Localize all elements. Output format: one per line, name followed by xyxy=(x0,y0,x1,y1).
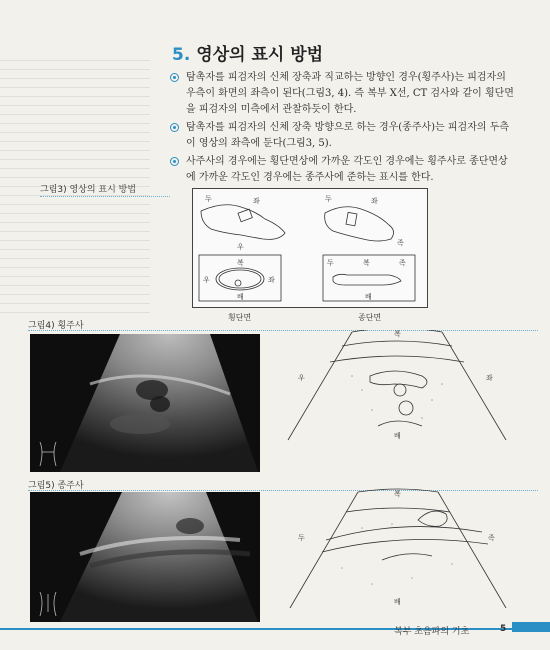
transverse-plane-label: 횡단면 xyxy=(228,313,252,322)
bullet-icon xyxy=(170,157,179,166)
fig3-right-head: 두 xyxy=(325,195,332,203)
fig3-left-left: 좌 xyxy=(253,197,260,205)
fig5-foot: 족 xyxy=(488,534,495,542)
sagittal-top: 복 xyxy=(363,259,370,267)
sagittal-plane-label: 종단면 xyxy=(358,313,382,322)
transverse-top: 복 xyxy=(237,259,244,267)
figure3-diagram xyxy=(192,188,428,308)
transverse-bottom: 배 xyxy=(237,293,244,301)
sagittal-ultrasound-image xyxy=(30,492,260,622)
fig3-right-left: 좌 xyxy=(371,197,378,205)
fig5-bottom: 배 xyxy=(394,598,401,606)
fig4-top: 복 xyxy=(394,330,401,338)
fig4-right: 우 xyxy=(298,374,305,382)
figure4-caption: 그림4) 횡주사 xyxy=(28,321,84,331)
bullet-icon xyxy=(170,123,179,132)
section-title-text: 영상의 표시 방법 xyxy=(196,45,324,65)
fig5-top: 복 xyxy=(394,490,401,498)
page-number: 5 xyxy=(500,624,507,634)
section-title xyxy=(172,40,323,65)
caption-rule xyxy=(40,196,170,197)
figure5-schematic xyxy=(282,488,512,618)
transverse-ultrasound-image xyxy=(30,334,260,472)
fig3-left-head: 두 xyxy=(205,195,212,203)
fig4-left: 좌 xyxy=(486,374,493,382)
figure3-caption: 그림3) 영상의 표시 방법 xyxy=(40,185,137,195)
bullet-list xyxy=(170,70,515,188)
transverse-left: 좌 xyxy=(268,276,275,284)
bullet-item: 사주사의 경우에는 횡단면상에 가까운 각도인 경우에는 횡주사로 종단면상에 가까운 각도인 경우에는 종주사에 준하는 표시를 한다. xyxy=(170,154,515,186)
bullet-item: 탐촉자를 피검자의 신체 장축 방향으로 하는 경우(종주사)는 피검자의 두측이 영상의 좌측에 둔다(그림3, 5). xyxy=(170,120,515,152)
fig4-bottom: 배 xyxy=(394,432,401,440)
figure4-schematic xyxy=(282,330,512,460)
bullet-icon xyxy=(170,73,179,82)
sagittal-head: 두 xyxy=(327,259,334,267)
footer-accent-block xyxy=(512,622,550,632)
section-number: 5. xyxy=(172,45,191,65)
sagittal-bottom: 배 xyxy=(365,293,372,301)
figure5-caption: 그림5) 종주사 xyxy=(28,481,84,491)
fig3-left-right: 우 xyxy=(237,243,244,251)
figure3-svg xyxy=(193,189,427,307)
fig3-right-foot: 족 xyxy=(397,239,404,247)
fig5-head: 두 xyxy=(298,534,305,542)
transverse-right: 우 xyxy=(203,276,210,284)
sagittal-foot: 족 xyxy=(399,259,406,267)
bullet-item: 탐촉자를 피검자의 신체 장축과 직교하는 방향인 경우(횡주사)는 피검자의 우측이 화면의 좌측이 된다(그림3, 4). 즉 복부 X선, CT 검사와 같이 횡단면을 피검자의 미측에서 관찰하듯이 한다. xyxy=(170,70,515,118)
footer-title: 복부 초음파의 기초 xyxy=(394,627,470,637)
